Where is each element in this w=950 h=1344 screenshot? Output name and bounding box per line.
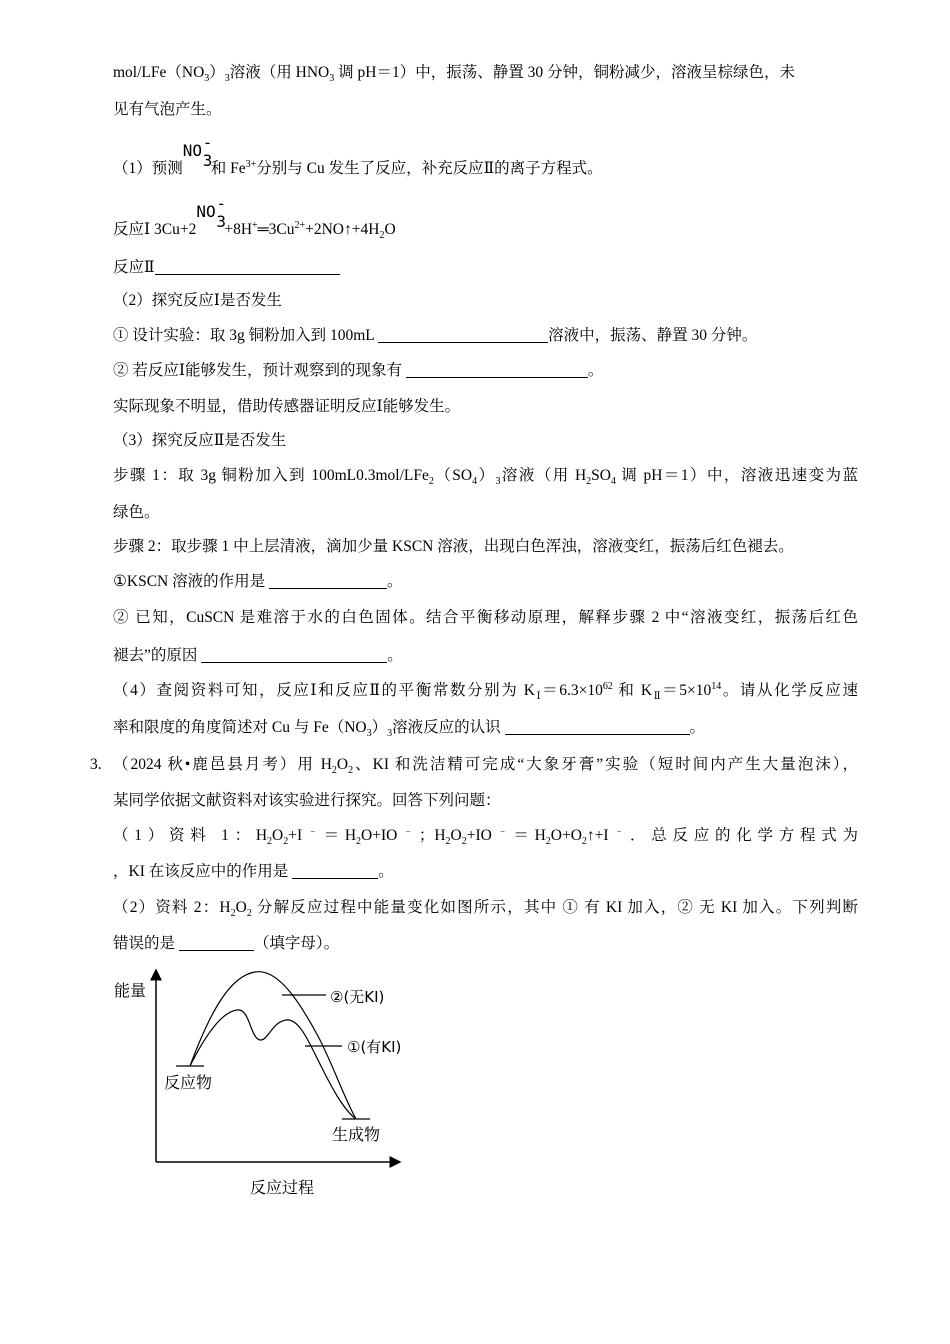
question-2-note: 实际现象不明显，借助传感器证明反应Ⅰ能够发生。 — [113, 398, 461, 415]
energy-diagram — [100, 960, 420, 1205]
question-4-cont: 率和限度的角度简述对 Cu 与 $Fe(NO_3)_3$溶液反应的认识 。 — [113, 719, 706, 740]
reactant-label: 反应物 — [164, 1073, 213, 1092]
problem-3-number: 3. — [90, 756, 102, 773]
problem-3-stem: （2024 秋•鹿邑县月考）用 $H_2O_2$、KI 和洗洁精可完成“大象牙膏”实验（短时间内产生大量泡沫）， — [113, 756, 858, 777]
question-3: （3）探究反应Ⅱ是否发生 — [113, 432, 287, 449]
product-label: 生成物 — [332, 1125, 381, 1144]
answer-blank[interactable] — [269, 573, 387, 589]
answer-blank[interactable] — [179, 935, 254, 951]
question-1: （1）预测 NO - 3 和 $Fe^{3+}$分别与 Cu 发生了反应，补充反应Ⅱ的离子方程式。 — [113, 133, 603, 177]
problem-3-question-2-cont: 错误的是 （填字母）。 — [113, 935, 340, 952]
line-1: mol/$LFe(NO_3)_3$溶液（用 $HNO_3$ 调 pH＝1）中，振荡、静置 30 分钟，铜粉减少，溶液呈棕绿色，未 — [113, 64, 795, 85]
problem-3-stem-cont: 某同学依据文献资料对该实验进行探究。回答下列问题： — [113, 792, 501, 809]
x-axis-label: 反应过程 — [250, 1178, 315, 1197]
reaction-2-line: 反应Ⅱ — [113, 258, 340, 278]
question-3-part-2: ② 已知，CuSCN 是难溶于水的白色固体。结合平衡移动原理，解释步骤 2 中“溶液变红，振荡后红色 — [113, 609, 858, 626]
question-2: （2）探究反应Ⅰ是否发生 — [113, 292, 282, 309]
answer-blank[interactable] — [505, 719, 690, 735]
step-2: 步骤 2：取步骤 1 中上层清液，滴加少量 KSCN 溶液，出现白色浑浊，溶液变红，振荡后红色褪去。 — [113, 538, 794, 555]
answer-blank[interactable] — [292, 863, 378, 879]
curve-2-label: ②(无KI) — [330, 988, 385, 1006]
answer-blank[interactable] — [406, 362, 588, 378]
y-axis-label: 能量 — [114, 981, 147, 1000]
question-3-part-1: ①KSCN 溶液的作用是 。 — [113, 573, 403, 590]
line-2: 见有气泡产生。 — [113, 101, 222, 118]
question-4: （4）查阅资料可知，反应Ⅰ和反应Ⅱ的平衡常数分别为 $K_Ⅰ=6.3\times 10^{62}$ 和 $K_Ⅱ=5\times 10^{14}$。请从化学反应速 — [113, 680, 859, 703]
nitrate-ion-formula: NO - 3 — [182, 133, 213, 170]
question-2-part-2: ② 若反应Ⅰ能够发生，预计观察到的现象有 。 — [113, 362, 604, 379]
problem-3-question-1-cont: ，KI 在该反应中的作用是 。 — [113, 863, 394, 880]
problem-3-question-1: （1）资料 1：$H_2O_2+I^﹣=H_2O+IO^﹣$；$H_2O_2+IO^﹣=H_2O+O_2↑+I^﹣$．总反应的化学方程式为 — [113, 825, 858, 848]
problem-3-question-2: （2）资料 2：$H_2O_2$ 分解反应过程中能量变化如图所示，其中 ① 有 KI 加入，② 无 KI 加入。下列判断 — [113, 899, 858, 920]
answer-blank[interactable] — [201, 647, 387, 663]
step-1-cont: 绿色。 — [113, 504, 160, 521]
curve-1-label: ①(有KI) — [347, 1038, 402, 1056]
reaction-1-equation: 反应Ⅰ 3Cu+2 NO - 3 $+8H^+═3Cu^{2+}+2NO↑+4H_2O$ — [113, 194, 396, 242]
answer-blank[interactable] — [378, 327, 548, 343]
nitrate-ion-formula: NO - 3 — [196, 194, 226, 231]
answer-blank[interactable] — [155, 259, 340, 275]
step-1: 步骤 1：取 3g 铜粉加入到 $100mL0.3mol/LFe_2(SO_4)_3$溶液（用 $H_2SO_4$ 调 pH＝1）中，溶液迅速变为蓝 — [113, 467, 858, 488]
question-3-part-2-cont: 褪去”的原因 。 — [113, 647, 403, 664]
question-2-part-1: ① 设计实验：取 3g 铜粉加入到 100mL 溶液中，振荡、静置 30 分钟。 — [113, 327, 758, 344]
